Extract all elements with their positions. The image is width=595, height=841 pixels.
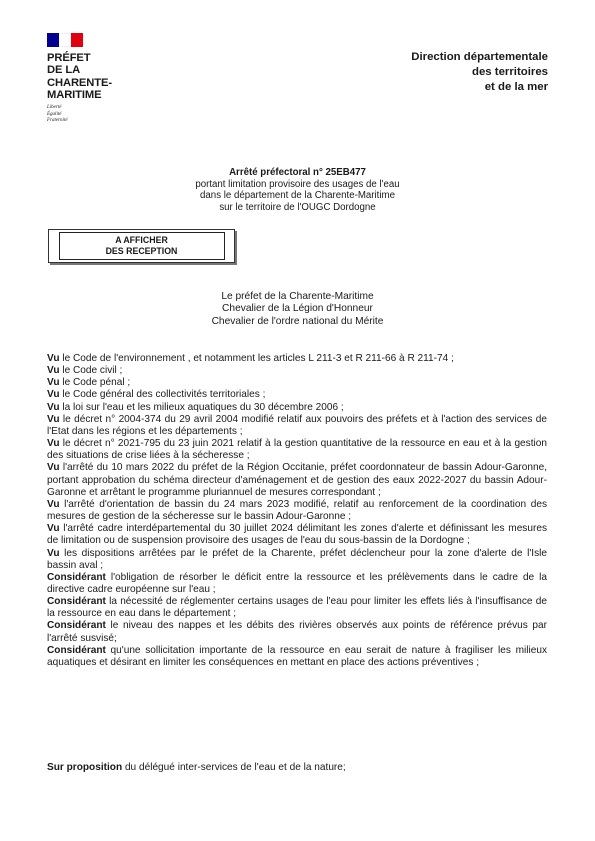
visa-text: le décret n° 2021-795 du 23 juin 2021 relatif à la gestion quantitative de la ressource en eau et à la gestion des situations de crise liées à la sécheresse ; bbox=[47, 438, 547, 462]
notice-line: DES RECEPTION bbox=[105, 246, 178, 256]
prefecture-line: PRÉFET bbox=[47, 52, 91, 64]
visa-text: le décret n° 2004-374 du 29 avril 2004 modifié relatif aux pouvoirs des préfets et à l'action des services de l'Etat dans les régions et les départements ; bbox=[47, 413, 547, 437]
title-line: dans le département de la Charente-Maritime bbox=[200, 190, 395, 202]
direction-line: Direction départementale bbox=[411, 51, 548, 63]
display-notice-box bbox=[48, 229, 235, 263]
visa-paragraph bbox=[47, 572, 547, 596]
visa-text: les dispositions arrêtées par le préfet de la Charente, préfet déclencheur pour la zone d'alerte de l'Isle bassin aval ; bbox=[47, 547, 547, 571]
prefecture-line: MARITIME bbox=[47, 89, 102, 102]
visa-text: la nécessité de réglementer certains usages de l'eau pour limiter les effets liés à l'insuffisance de la ressource en eau dans le département ; bbox=[47, 596, 547, 620]
visa-lead: Considérant bbox=[47, 596, 106, 608]
visa-lead: Vu bbox=[47, 438, 60, 450]
visa-text: l'arrêté cadre interdépartemental du 30 juillet 2024 délimitant les zones d'alerte et définissant les mesures de limitation ou de suspension provisoire des usages de l'eau du sous-bassin de la Dordogne ; bbox=[47, 523, 547, 547]
republic-motto bbox=[47, 105, 68, 125]
prefecture-line: CHARENTE- bbox=[47, 76, 112, 89]
french-flag-logo bbox=[47, 33, 83, 47]
motto-line: Liberté bbox=[47, 105, 62, 110]
sur-proposition bbox=[47, 762, 547, 774]
visa-text: le Code pénal ; bbox=[59, 377, 131, 389]
visa-lead: Considérant bbox=[47, 620, 106, 632]
sur-proposition-text: du délégué inter-services de l'eau et de la nature; bbox=[122, 762, 346, 773]
visa-text: la loi sur l'eau et les milieux aquatiques du 30 décembre 2006 ; bbox=[59, 401, 344, 413]
notice-line: A AFFICHER bbox=[115, 235, 168, 245]
visa-text: le Code de l'environnement , et notamment les articles L 211-3 et R 211-66 à R 211-74 ; bbox=[59, 353, 454, 364]
visas-list bbox=[47, 353, 547, 669]
direction-heading bbox=[411, 50, 548, 95]
visa-paragraph bbox=[47, 620, 547, 644]
sur-proposition-lead: Sur proposition bbox=[47, 762, 123, 773]
visa-lead: Vu bbox=[47, 547, 60, 559]
title-line: sur le territoire de l'OUGC Dordogne bbox=[219, 201, 376, 213]
prefet-titles bbox=[180, 291, 415, 328]
visa-paragraph bbox=[47, 402, 547, 414]
prefecture-name bbox=[47, 52, 137, 102]
visa-text: le Code civil ; bbox=[59, 365, 123, 377]
visa-paragraph bbox=[47, 499, 547, 523]
arrete-number: Arrêté préfectoral n° 25EB477 bbox=[229, 167, 366, 178]
prefecture-line: DE LA bbox=[47, 64, 81, 77]
visa-lead: Considérant bbox=[47, 571, 106, 583]
title-line: portant limitation provisoire des usages de l'eau bbox=[195, 178, 400, 190]
visa-text: l'arrêté d'orientation de bassin du 24 mars 2023 modifié, relatif au renforcement de la coordination des mesures de gestion de la sécheresse sur le bassin Adour-Garonne ; bbox=[47, 498, 547, 523]
visa-text: l'obligation de résorber le déficit entre la ressource et les prélèvements dans le cadre de la directive cadre européenne sur l'eau ; bbox=[47, 571, 547, 595]
motto-line: Égalité bbox=[47, 111, 62, 117]
visa-text: le Code général des collectivités territoriales ; bbox=[59, 389, 266, 401]
visa-paragraph bbox=[47, 548, 547, 572]
prefet-line: Chevalier de la Légion d'Honneur bbox=[222, 303, 373, 315]
visa-text: qu'une sollicitation importante de la ressource en eau serait de nature à fragiliser les milieux aquatiques et désirant en limiter les conséquences en mettant en place des actions préventives ; bbox=[47, 644, 547, 668]
document-title bbox=[150, 167, 445, 213]
visa-paragraph bbox=[47, 523, 547, 547]
visa-paragraph bbox=[47, 596, 547, 620]
motto-line: Fraternité bbox=[47, 118, 68, 123]
visa-text: l'arrêté du 10 mars 2022 du préfet de la Région Occitanie, préfet coordonnateur de bassin Adour-Garonne, portant approbation du schéma directeur d'aménagement et de gestion des eaux 2022-2027 du bassin Adour-Garonne et arrêtant le programme pluriannuel de mesures correspondant ; bbox=[47, 462, 547, 498]
visa-paragraph bbox=[47, 414, 547, 438]
visa-paragraph bbox=[47, 389, 547, 401]
visa-paragraph bbox=[47, 353, 547, 365]
direction-line: des territoires bbox=[472, 66, 548, 78]
visa-paragraph bbox=[47, 377, 547, 389]
visa-lead: Vu bbox=[47, 389, 60, 401]
prefet-line: Chevalier de l'ordre national du Mérite bbox=[211, 315, 384, 327]
visa-lead: Vu bbox=[47, 523, 60, 535]
prefet-line: Le préfet de la Charente-Maritime bbox=[221, 291, 374, 302]
visa-lead: Considérant bbox=[47, 644, 106, 656]
visa-paragraph bbox=[47, 462, 547, 498]
visa-text: le niveau des nappes et les débits des rivières observés aux points de référence prévus par l'arrêté susvisé; bbox=[47, 620, 547, 644]
visa-lead: Vu bbox=[47, 401, 60, 413]
visa-lead: Vu bbox=[47, 413, 60, 425]
visa-lead: Vu bbox=[47, 377, 60, 389]
visa-paragraph bbox=[47, 645, 547, 669]
direction-line: et de la mer bbox=[484, 81, 548, 93]
visa-lead: Vu bbox=[47, 498, 60, 510]
visa-lead: Vu bbox=[47, 462, 60, 474]
visa-lead: Vu bbox=[47, 353, 60, 364]
visa-paragraph bbox=[47, 365, 547, 377]
visa-lead: Vu bbox=[47, 365, 60, 377]
visa-paragraph bbox=[47, 438, 547, 462]
